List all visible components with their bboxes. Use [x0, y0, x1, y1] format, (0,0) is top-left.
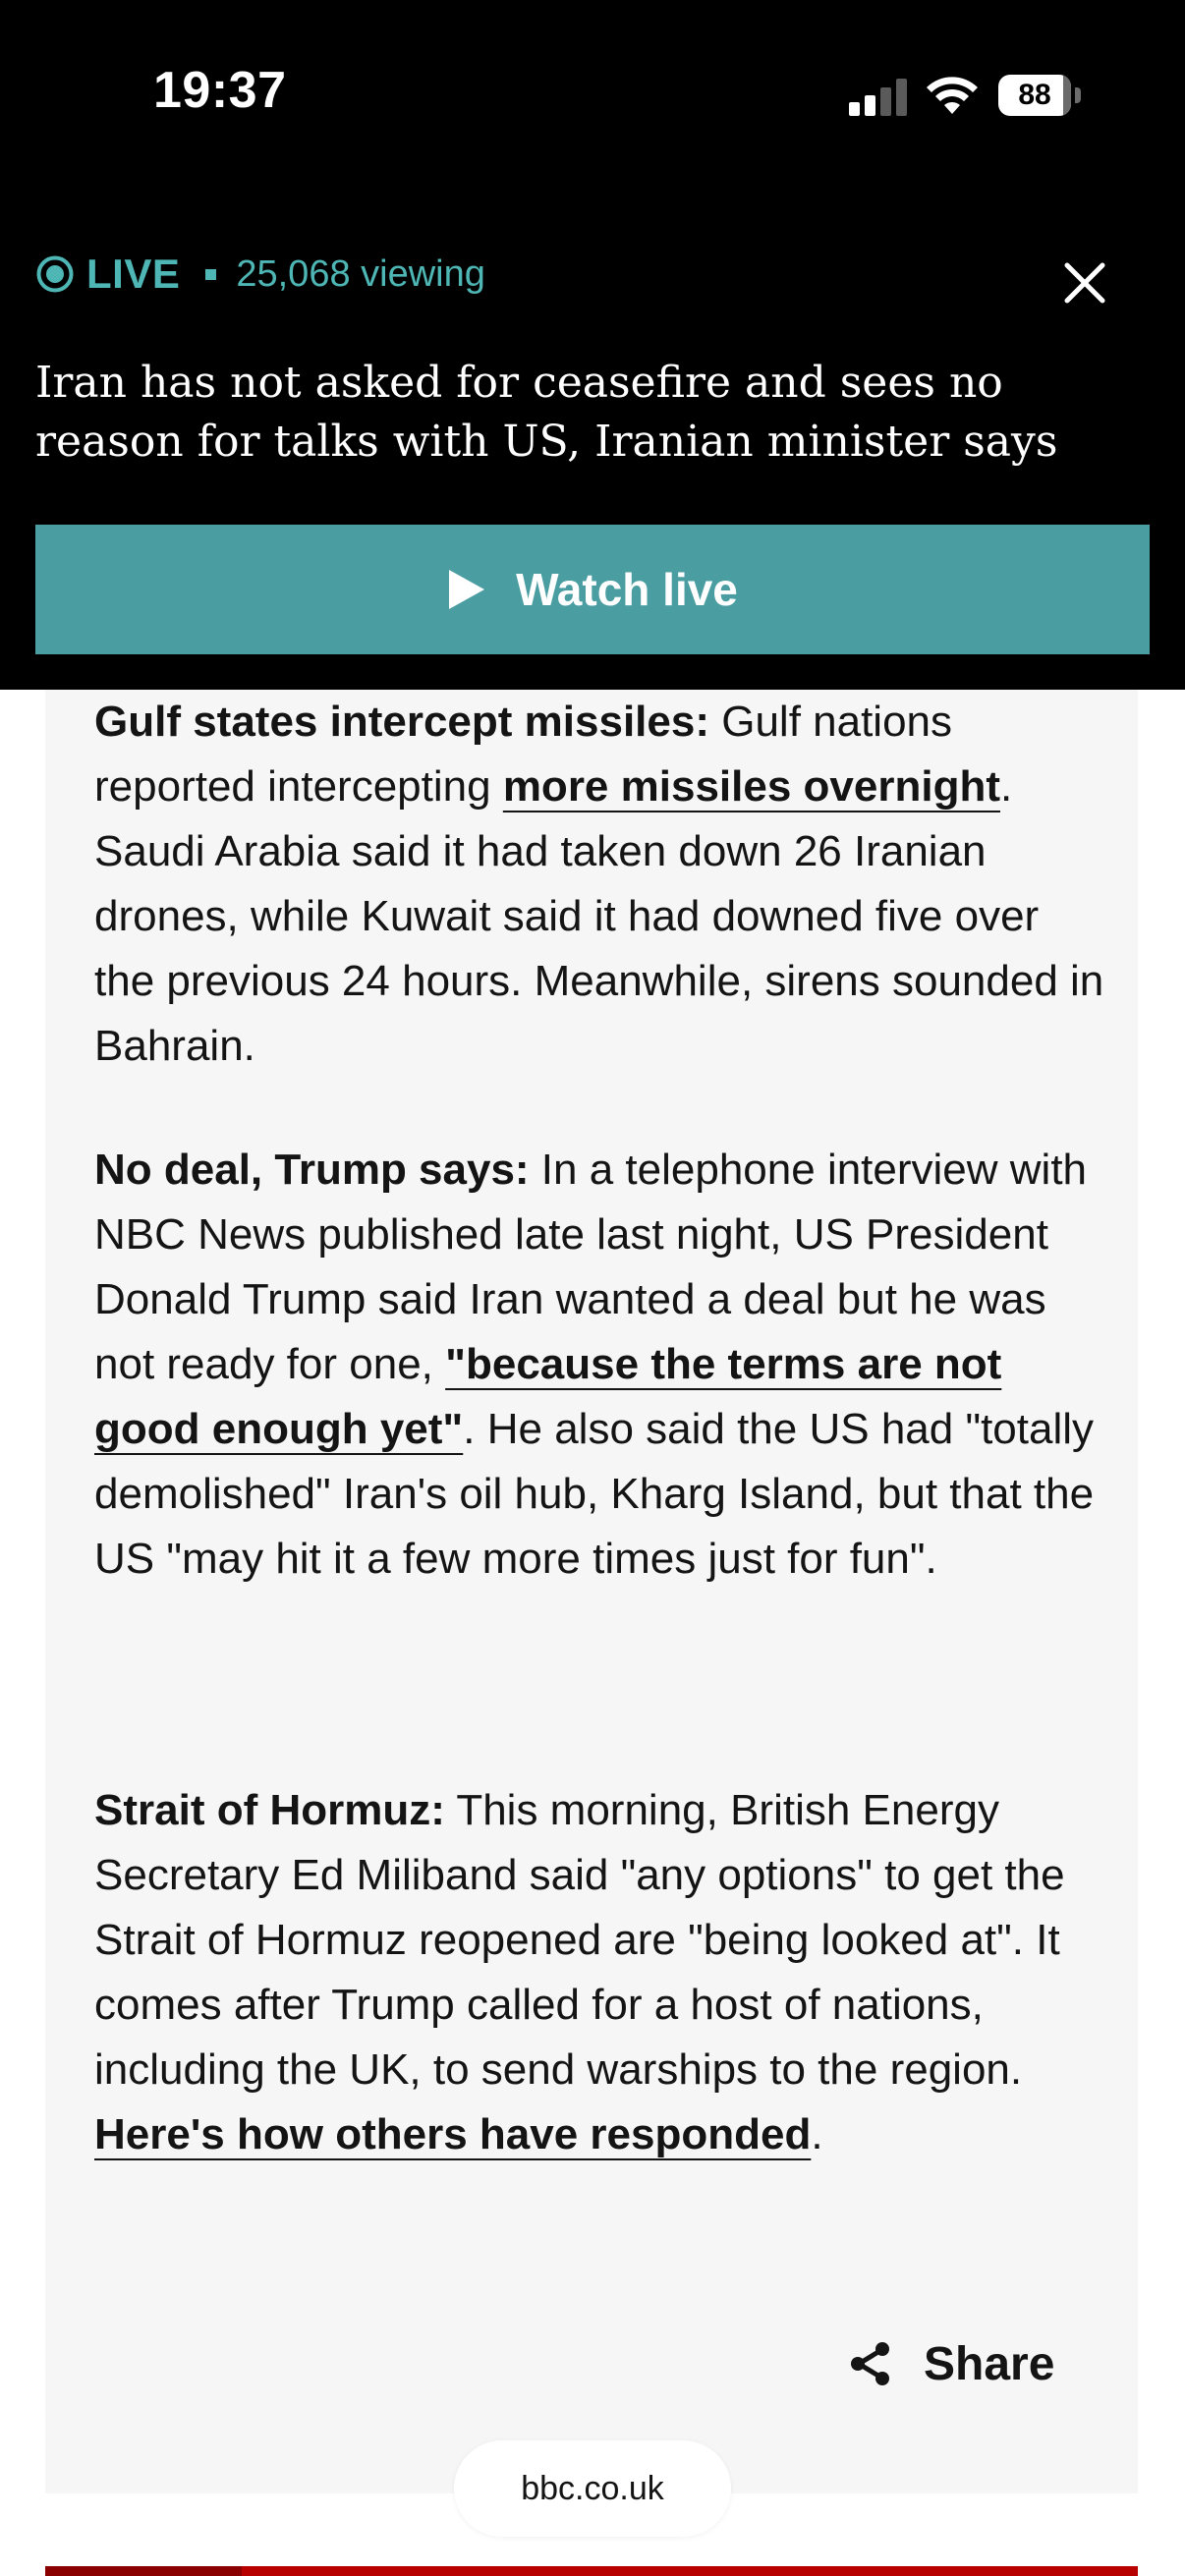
next-card-edge: [45, 2566, 1138, 2576]
live-banner: [0, 196, 1185, 690]
separator-dot: [205, 269, 216, 280]
share-icon: [847, 2340, 894, 2387]
next-card-accent: [45, 2566, 242, 2576]
summary-paragraph-trump: [94, 1138, 1106, 1592]
live-headline[interactable]: Iran has not asked for ceasefire and sees no reason for talks with US, Iranian minister says: [35, 358, 1058, 467]
watch-live-label: Watch live: [516, 564, 738, 615]
paragraph-text: Gulf nations reported intercepting: [94, 698, 953, 811]
battery-percent: 88: [1018, 79, 1051, 111]
wifi-icon: [924, 75, 981, 116]
live-label: LIVE: [86, 251, 181, 297]
paragraph-heading: No deal, Trump says:: [94, 1146, 530, 1194]
article-summary-card: [45, 690, 1138, 2493]
watch-live-button[interactable]: [35, 525, 1150, 654]
browser-url-bar[interactable]: bbc.co.uk: [454, 2440, 731, 2537]
cellular-signal-icon: [849, 79, 908, 116]
share-button[interactable]: [847, 2329, 1054, 2398]
paragraph-text: . Saudi Arabia said it had taken down 26 Iranian drones, while Kuwait said it had downed five over the previous 24 hours. Meanwhile, sirens sounded in Bahrain.: [94, 762, 1104, 1070]
close-icon[interactable]: [1053, 252, 1116, 314]
live-indicator-icon: [35, 254, 75, 294]
summary-paragraph-gulf: [94, 690, 1106, 1079]
paragraph-text: In a telephone interview with NBC News published late last night, US President Donald Trump said Iran wanted a deal but he was not ready for one,: [94, 1146, 1088, 1388]
share-label: Share: [924, 2337, 1055, 2390]
paragraph-text: .: [811, 2110, 823, 2158]
summary-paragraph-hormuz: [94, 1778, 1106, 2167]
battery-icon: [998, 75, 1081, 116]
paragraph-text: This morning, British Energy Secretary Ed Miliband said "any options" to get the Strait of Hormuz reopened are "being looked at". It comes after Trump called for a host of nations, including the UK, to send warships to the region.: [94, 1786, 1065, 2094]
others-responded-link[interactable]: Here's how others have responded: [94, 2110, 812, 2158]
status-time: 19:37: [153, 62, 287, 119]
terms-quote-link[interactable]: "because the terms are not good enough yet": [94, 1340, 1002, 1453]
more-missiles-link[interactable]: more missiles overnight: [502, 762, 1000, 811]
viewer-count: 25,068 viewing: [236, 252, 485, 295]
status-bar: [0, 0, 1185, 196]
live-status-row: [35, 250, 485, 299]
paragraph-heading: Gulf states intercept missiles:: [94, 698, 709, 746]
paragraph-text: . He also said the US had "totally demolished" Iran's oil hub, Kharg Island, but that the US "may hit it a few more times just for fun".: [94, 1405, 1095, 1583]
paragraph-heading: Strait of Hormuz:: [94, 1786, 445, 1834]
play-icon: [447, 568, 486, 611]
